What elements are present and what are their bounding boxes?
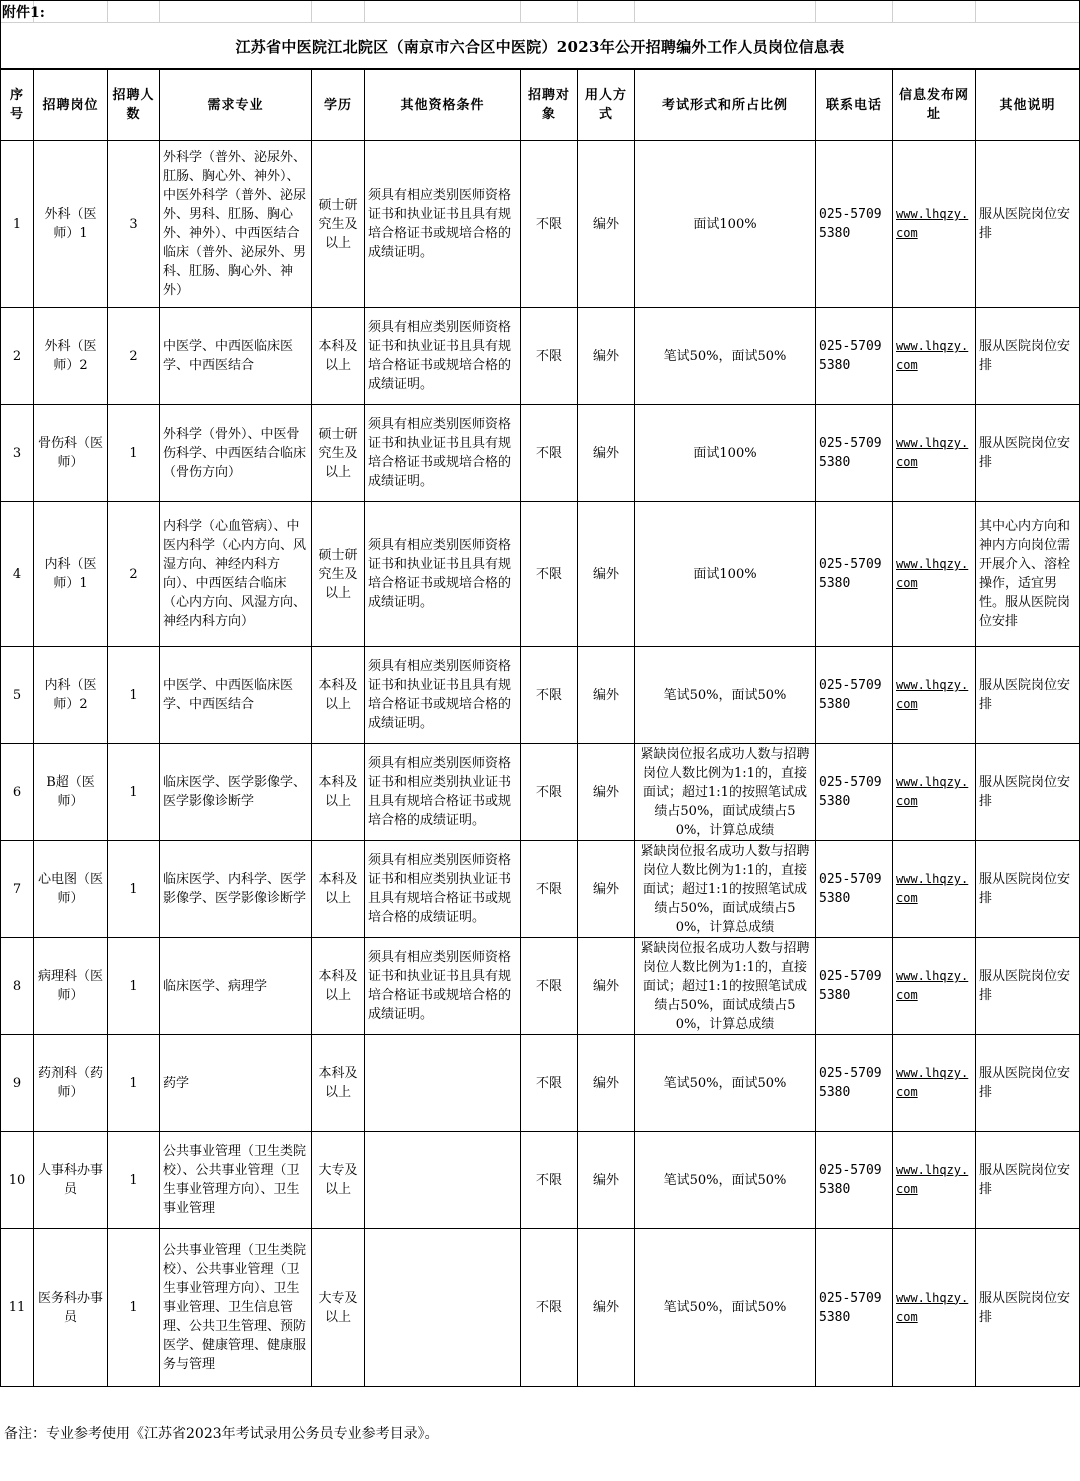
cell-major: 中医学、中西医临床医学、中西医结合: [160, 308, 312, 405]
cell-remarks: 服从医院岗位安排: [976, 1229, 1080, 1387]
cell-no: 9: [1, 1035, 34, 1132]
cell-major: 内科学（心血管病）、中医内科学（心内方向、风湿方向、神经内科方向）、中西医结合临床（心内方向、风湿方向、神经内科方向）: [160, 502, 312, 647]
cell-remarks: 服从医院岗位安排: [976, 647, 1080, 744]
cell-remarks: 服从医院岗位安排: [976, 1132, 1080, 1229]
cell-exam: 笔试50%，面试50%: [635, 647, 816, 744]
cell-remarks: 服从医院岗位安排: [976, 744, 1080, 841]
cell-count: 1: [108, 647, 160, 744]
cell-target: 不限: [521, 1132, 578, 1229]
cell-count: 3: [108, 141, 160, 308]
cell-website: [893, 1132, 976, 1229]
cell-phone: 025-57095380: [816, 405, 893, 502]
cell-education: 本科及以上: [312, 841, 365, 938]
cell-count: 1: [108, 1132, 160, 1229]
cell-no: 10: [1, 1132, 34, 1229]
header-education: 学历: [312, 70, 365, 141]
cell-remarks: 服从医院岗位安排: [976, 141, 1080, 308]
cell-employment: 编外: [578, 1229, 635, 1387]
cell-phone: 025-57095380: [816, 647, 893, 744]
cell-target: 不限: [521, 308, 578, 405]
cell-phone: 025-57095380: [816, 502, 893, 647]
table-row: [1, 308, 1080, 405]
cell-exam: 笔试50%，面试50%: [635, 1132, 816, 1229]
website-link[interactable]: www.lhqzy.com: [896, 969, 969, 1002]
cell-no: 8: [1, 938, 34, 1035]
cell-employment: 编外: [578, 308, 635, 405]
cell-other-requirements: [365, 1035, 521, 1132]
cell-phone: 025-57095380: [816, 744, 893, 841]
table-row: [1, 1229, 1080, 1387]
cell-count: 2: [108, 308, 160, 405]
website-link[interactable]: www.lhqzy.com: [896, 872, 969, 905]
cell-phone: 025-57095380: [816, 1035, 893, 1132]
cell-position: 骨伤科（医师）: [34, 405, 108, 502]
cell-exam: 面试100%: [635, 405, 816, 502]
cell-other-requirements: [365, 1132, 521, 1229]
cell-no: 11: [1, 1229, 34, 1387]
cell-other-requirements: [365, 1229, 521, 1387]
cell-no: 1: [1, 141, 34, 308]
cell-employment: 编外: [578, 744, 635, 841]
page-title: 江苏省中医院江北院区（南京市六合区中医院）2023年公开招聘编外工作人员岗位信息表: [235, 38, 845, 56]
table-row: [1, 841, 1080, 938]
cell-website: [893, 647, 976, 744]
cell-exam: 面试100%: [635, 502, 816, 647]
cell-position: 外科（医师）2: [34, 308, 108, 405]
cell-exam: 面试100%: [635, 141, 816, 308]
cell-major: 临床医学、医学影像学、医学影像诊断学: [160, 744, 312, 841]
website-link[interactable]: www.lhqzy.com: [896, 436, 969, 469]
cell-website: [893, 744, 976, 841]
header-employment: 用人方式: [578, 70, 635, 141]
header-other-requirements: 其他资格条件: [365, 70, 521, 141]
website-link[interactable]: www.lhqzy.com: [896, 1066, 969, 1099]
header-exam: 考试形式和所占比例: [635, 70, 816, 141]
cell-target: 不限: [521, 1229, 578, 1387]
cell-phone: 025-57095380: [816, 1132, 893, 1229]
header-no: 序号: [1, 70, 34, 141]
cell-remarks: 服从医院岗位安排: [976, 1035, 1080, 1132]
cell-employment: 编外: [578, 1035, 635, 1132]
cell-count: 1: [108, 1229, 160, 1387]
cell-remarks: 服从医院岗位安排: [976, 405, 1080, 502]
cell-phone: 025-57095380: [816, 308, 893, 405]
table-row: [1, 938, 1080, 1035]
cell-target: 不限: [521, 141, 578, 308]
cell-exam: 笔试50%，面试50%: [635, 1035, 816, 1132]
cell-employment: 编外: [578, 841, 635, 938]
cell-position: 心电图（医师）: [34, 841, 108, 938]
cell-employment: 编外: [578, 938, 635, 1035]
attachment-label: 附件1:: [2, 5, 45, 21]
cell-other-requirements: 须具有相应类别医师资格证书和执业证书且具有规培合格证书或规培合格的成绩证明。: [365, 502, 521, 647]
cell-phone: 025-57095380: [816, 1229, 893, 1387]
cell-no: 2: [1, 308, 34, 405]
cell-exam: 笔试50%，面试50%: [635, 1229, 816, 1387]
cell-website: [893, 1035, 976, 1132]
website-link[interactable]: www.lhqzy.com: [896, 775, 969, 808]
cell-target: 不限: [521, 1035, 578, 1132]
header-target: 招聘对象: [521, 70, 578, 141]
website-link[interactable]: www.lhqzy.com: [896, 557, 969, 590]
cell-other-requirements: 须具有相应类别医师资格证书和相应类别执业证书且具有规培合格证书或规培合格的成绩证明。: [365, 744, 521, 841]
cell-website: [893, 1229, 976, 1387]
cell-website: [893, 141, 976, 308]
cell-no: 4: [1, 502, 34, 647]
cell-employment: 编外: [578, 502, 635, 647]
cell-count: 1: [108, 405, 160, 502]
table-row: [1, 502, 1080, 647]
cell-position: 人事科办事员: [34, 1132, 108, 1229]
cell-phone: 025-57095380: [816, 938, 893, 1035]
cell-no: 7: [1, 841, 34, 938]
cell-remarks: 其中心内方向和神内方向岗位需开展介入、溶栓操作，适宜男性。服从医院岗位安排: [976, 502, 1080, 647]
sheet-grid-lines: [0, 0, 1080, 69]
website-link[interactable]: www.lhqzy.com: [896, 1290, 969, 1324]
cell-education: 本科及以上: [312, 938, 365, 1035]
cell-education: 大专及以上: [312, 1132, 365, 1229]
cell-exam: 紧缺岗位报名成功人数与招聘岗位人数比例为1:1的，直接面试；超过1:1的按照笔试成绩占50%，面试成绩占50%，计算总成绩: [635, 938, 816, 1035]
cell-major: 外科学（普外、泌尿外、肛肠、胸心外、神外）、中医外科学（普外、泌尿外、男科、肛肠、胸心外、神外）、中西医结合临床（普外、泌尿外、男科、肛肠、胸心外、神外）: [160, 141, 312, 308]
cell-major: 公共事业管理（卫生类院校）、公共事业管理（卫生事业管理方向）、卫生事业管理、卫生信息管理、公共卫生管理、预防医学、健康管理、健康服务与管理: [160, 1229, 312, 1387]
header-remarks: 其他说明: [976, 70, 1080, 141]
cell-other-requirements: 须具有相应类别医师资格证书和执业证书且具有规培合格证书或规培合格的成绩证明。: [365, 308, 521, 405]
website-link[interactable]: www.lhqzy.com: [896, 678, 969, 711]
table-row: [1, 405, 1080, 502]
website-link[interactable]: www.lhqzy.com: [896, 1163, 969, 1196]
cell-no: 3: [1, 405, 34, 502]
cell-major: 公共事业管理（卫生类院校）、公共事业管理（卫生事业管理方向）、卫生事业管理: [160, 1132, 312, 1229]
cell-count: 2: [108, 502, 160, 647]
table-row: [1, 141, 1080, 308]
cell-remarks: 服从医院岗位安排: [976, 308, 1080, 405]
cell-position: 医务科办事员: [34, 1229, 108, 1387]
cell-remarks: 服从医院岗位安排: [976, 841, 1080, 938]
cell-remarks: 服从医院岗位安排: [976, 938, 1080, 1035]
cell-position: 内科（医师）1: [34, 502, 108, 647]
cell-position: B超（医师）: [34, 744, 108, 841]
cell-target: 不限: [521, 744, 578, 841]
cell-education: 本科及以上: [312, 744, 365, 841]
footnote: 备注：专业参考使用《江苏省2023年考试录用公务员专业参考目录》。: [4, 1426, 439, 1442]
cell-no: 5: [1, 647, 34, 744]
cell-employment: 编外: [578, 1132, 635, 1229]
cell-education: 大专及以上: [312, 1229, 365, 1387]
cell-target: 不限: [521, 647, 578, 744]
cell-count: 1: [108, 938, 160, 1035]
cell-education: 硕士研究生及以上: [312, 141, 365, 308]
cell-website: [893, 938, 976, 1035]
cell-website: [893, 841, 976, 938]
header-count: 招聘人数: [108, 70, 160, 141]
cell-count: 1: [108, 1035, 160, 1132]
cell-target: 不限: [521, 502, 578, 647]
website-link[interactable]: www.lhqzy.com: [896, 207, 969, 240]
cell-other-requirements: 须具有相应类别医师资格证书和执业证书且具有规培合格证书或规培合格的成绩证明。: [365, 647, 521, 744]
header-row: [1, 70, 1080, 141]
cell-education: 本科及以上: [312, 647, 365, 744]
table-row: [1, 744, 1080, 841]
cell-position: 病理科（医师）: [34, 938, 108, 1035]
header-major: 需求专业: [160, 70, 312, 141]
cell-major: 外科学（骨外）、中医骨伤科学、中西医结合临床（骨伤方向）: [160, 405, 312, 502]
cell-employment: 编外: [578, 647, 635, 744]
cell-target: 不限: [521, 405, 578, 502]
cell-count: 1: [108, 841, 160, 938]
cell-exam: 紧缺岗位报名成功人数与招聘岗位人数比例为1:1的，直接面试；超过1:1的按照笔试成绩占50%，面试成绩占50%，计算总成绩: [635, 744, 816, 841]
cell-no: 6: [1, 744, 34, 841]
cell-employment: 编外: [578, 141, 635, 308]
table-row: [1, 1035, 1080, 1132]
cell-employment: 编外: [578, 405, 635, 502]
cell-major: 药学: [160, 1035, 312, 1132]
cell-major: 临床医学、病理学: [160, 938, 312, 1035]
cell-exam: 笔试50%，面试50%: [635, 308, 816, 405]
cell-exam: 紧缺岗位报名成功人数与招聘岗位人数比例为1:1的，直接面试；超过1:1的按照笔试成绩占50%，面试成绩占50%，计算总成绩: [635, 841, 816, 938]
cell-position: 内科（医师）2: [34, 647, 108, 744]
table-row: [1, 1132, 1080, 1229]
cell-education: 硕士研究生及以上: [312, 405, 365, 502]
cell-other-requirements: 须具有相应类别医师资格证书和执业证书且具有规培合格证书或规培合格的成绩证明。: [365, 141, 521, 308]
table-row: [1, 647, 1080, 744]
cell-phone: 025-57095380: [816, 841, 893, 938]
cell-position: 外科（医师）1: [34, 141, 108, 308]
cell-other-requirements: 须具有相应类别医师资格证书和执业证书且具有规培合格证书或规培合格的成绩证明。: [365, 938, 521, 1035]
cell-major: 临床医学、内科学、医学影像学、医学影像诊断学: [160, 841, 312, 938]
cell-count: 1: [108, 744, 160, 841]
cell-phone: 025-57095380: [816, 141, 893, 308]
cell-position: 药剂科（药师）: [34, 1035, 108, 1132]
cell-education: 本科及以上: [312, 308, 365, 405]
cell-education: 硕士研究生及以上: [312, 502, 365, 647]
cell-website: [893, 308, 976, 405]
website-link[interactable]: www.lhqzy.com: [896, 339, 969, 372]
cell-other-requirements: 须具有相应类别医师资格证书和执业证书且具有规培合格证书或规培合格的成绩证明。: [365, 405, 521, 502]
header-phone: 联系电话: [816, 70, 893, 141]
cell-website: [893, 502, 976, 647]
cell-other-requirements: 须具有相应类别医师资格证书和相应类别执业证书且具有规培合格证书或规培合格的成绩证明。: [365, 841, 521, 938]
cell-website: [893, 405, 976, 502]
header-position: 招聘岗位: [34, 70, 108, 141]
cell-major: 中医学、中西医临床医学、中西医结合: [160, 647, 312, 744]
cell-education: 本科及以上: [312, 1035, 365, 1132]
job-info-table: [0, 69, 1080, 1387]
header-website: 信息发布网址: [893, 70, 976, 141]
cell-target: 不限: [521, 841, 578, 938]
cell-target: 不限: [521, 938, 578, 1035]
